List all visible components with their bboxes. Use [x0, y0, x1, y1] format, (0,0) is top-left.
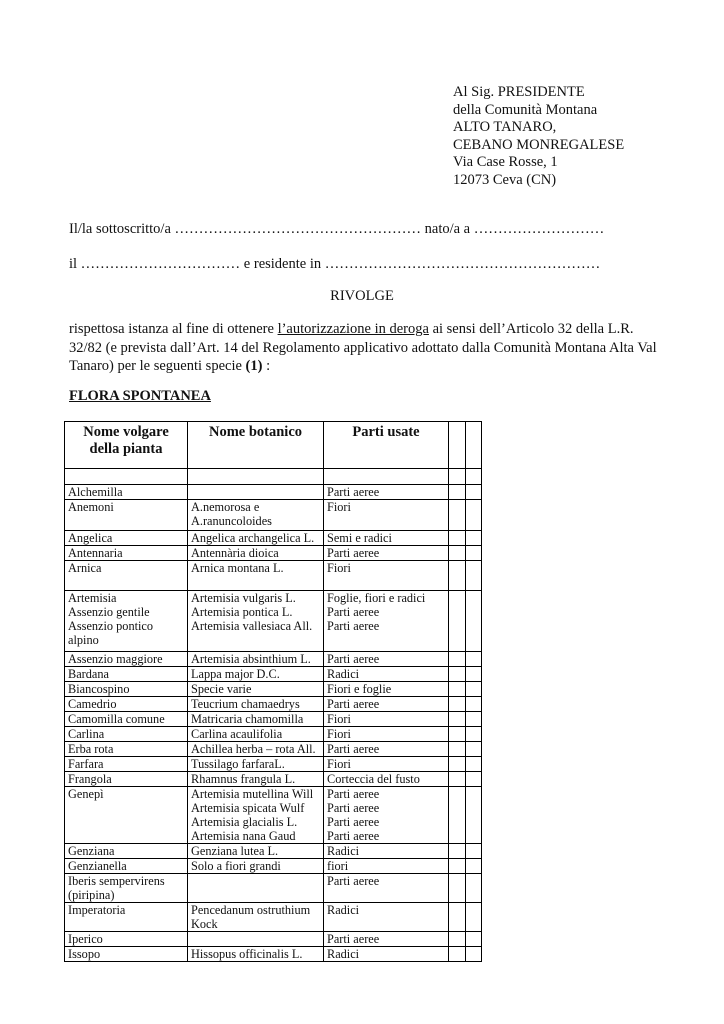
parti-usate-cell — [324, 932, 449, 947]
recipient-line: Via Case Rosse, 1 — [453, 154, 558, 171]
cell-text: Assenzio pontico alpino — [68, 619, 154, 647]
cell-text: Genzianella — [68, 859, 127, 873]
request-text-before: rispettosa istanza al fine di ottenere — [69, 321, 278, 337]
cell-text: Fiori — [327, 727, 351, 741]
cell-text: Fiori e foglie — [327, 682, 392, 696]
cell-text: Parti aeree — [327, 787, 380, 801]
nome-volgare-cell — [65, 591, 188, 652]
cell-text: Parti aeree — [327, 801, 380, 815]
nome-botanico-cell — [188, 712, 324, 727]
cell-text: Radici — [327, 667, 360, 681]
nome-volgare-cell — [65, 757, 188, 772]
empty-cell — [466, 531, 482, 546]
parti-usate-cell — [324, 844, 449, 859]
cell-text: Artemisia nana Gaud — [191, 829, 296, 843]
empty-cell — [466, 469, 482, 485]
nome-botanico-cell — [188, 947, 324, 962]
table-row — [65, 727, 482, 742]
parti-usate-cell — [324, 787, 449, 844]
cell-text: Fiori — [327, 500, 351, 514]
request-text-middle: ai sensi dell’Articolo 32 della L.R. 32/82 (e prevista dall’Art. 14 del Regolamento applicativo adottato dalla Comunità Montana Alta Val Tanaro) per le seguenti specie — [69, 321, 657, 374]
table-row — [65, 903, 482, 932]
parti-usate-cell — [324, 485, 449, 500]
cell-text: (piripina) — [68, 888, 115, 902]
recipient-line: 12073 Ceva (CN) — [453, 171, 557, 188]
table-row — [65, 859, 482, 874]
nome-botanico-cell — [188, 932, 324, 947]
empty-cell — [449, 697, 466, 712]
nome-volgare-cell — [65, 500, 188, 531]
nome-volgare-cell — [65, 742, 188, 757]
cell-text: Hissopus officinalis L. — [191, 947, 303, 961]
cell-text: Angelica archangelica L. — [191, 531, 315, 545]
empty-cell — [449, 485, 466, 500]
cell-text: Radici — [327, 903, 360, 917]
empty-cell — [466, 682, 482, 697]
empty-cell — [449, 546, 466, 561]
nome-volgare-cell — [65, 485, 188, 500]
cell-text: Artemisia spicata Wulf — [191, 801, 305, 815]
cell-text: Bardana — [68, 667, 109, 681]
nome-botanico-cell — [188, 859, 324, 874]
empty-cell — [466, 787, 482, 844]
cell-text: Teucrium chamaedrys — [191, 697, 300, 711]
cell-text: Antennària dioica — [191, 546, 279, 560]
nome-botanico-cell — [188, 727, 324, 742]
cell-text: Radici — [327, 844, 360, 858]
nome-volgare-cell — [65, 874, 188, 903]
empty-cell — [466, 500, 482, 531]
cell-text: Genepì — [68, 787, 104, 801]
cell-text: Genziana lutea L. — [191, 844, 279, 858]
cell-text: Semi e radici — [327, 531, 392, 545]
empty-cell — [466, 712, 482, 727]
nome-botanico-cell — [188, 546, 324, 561]
empty-cell — [449, 712, 466, 727]
empty-cell — [449, 531, 466, 546]
table-row — [65, 757, 482, 772]
cell-text: Lappa major D.C. — [191, 667, 280, 681]
empty-cell — [466, 697, 482, 712]
empty-cell — [466, 561, 482, 591]
cell-text: Parti aeree — [327, 652, 380, 666]
empty-cell — [449, 844, 466, 859]
table-row — [65, 742, 482, 757]
nome-volgare-cell — [65, 712, 188, 727]
nome-botanico-cell — [188, 844, 324, 859]
empty-cell — [188, 469, 324, 485]
empty-cell — [466, 727, 482, 742]
nome-volgare-cell — [65, 727, 188, 742]
nome-botanico-cell — [188, 652, 324, 667]
parti-usate-cell — [324, 591, 449, 652]
parti-usate-cell — [324, 772, 449, 787]
cell-text: Fiori — [327, 757, 351, 771]
empty-cell — [65, 469, 188, 485]
empty-cell — [466, 742, 482, 757]
cell-text: Camomilla comune — [68, 712, 165, 726]
recipient-line: CEBANO MONREGALESE — [453, 136, 625, 153]
cell-text: Parti aeree — [327, 932, 380, 946]
cell-text: Solo a fiori grandi — [191, 859, 281, 873]
recipient-line: Al Sig. PRESIDENTE — [453, 84, 585, 100]
table-row — [65, 531, 482, 546]
table-row — [65, 787, 482, 844]
nome-botanico-cell — [188, 531, 324, 546]
parti-usate-cell — [324, 500, 449, 531]
request-paragraph — [69, 320, 659, 376]
parti-usate-cell — [324, 874, 449, 903]
cell-text: Parti aeree — [327, 485, 380, 499]
cell-text: Fiori — [327, 561, 351, 575]
cell-text: Parti aeree — [327, 742, 380, 756]
nome-botanico-cell — [188, 682, 324, 697]
cell-text: Fiori — [327, 712, 351, 726]
empty-cell — [466, 903, 482, 932]
cell-text: Artemisia glacialis L. — [191, 815, 298, 829]
empty-cell — [449, 591, 466, 652]
recipient-line: ALTO TANARO, — [453, 119, 557, 136]
cell-text: Specie varie — [191, 682, 252, 696]
nome-botanico-cell — [188, 591, 324, 652]
empty-cell — [466, 772, 482, 787]
cell-text: A.ranuncoloides — [191, 514, 272, 528]
header-nome-volgare: Nome volgare della pianta — [65, 422, 188, 469]
request-text-underlined: l’autorizzazione in deroga — [277, 321, 429, 337]
empty-cell — [449, 903, 466, 932]
empty-cell — [449, 772, 466, 787]
nome-volgare-cell — [65, 546, 188, 561]
cell-text: Imperatoria — [68, 903, 126, 917]
empty-cell — [449, 682, 466, 697]
nome-volgare-cell — [65, 682, 188, 697]
nome-botanico-cell — [188, 742, 324, 757]
header-empty-cell — [449, 422, 466, 469]
cell-text: Artemisia mutellina Will — [191, 787, 314, 801]
empty-cell — [449, 874, 466, 903]
table-row — [65, 682, 482, 697]
parti-usate-cell — [324, 546, 449, 561]
empty-cell — [466, 874, 482, 903]
nome-volgare-cell — [65, 772, 188, 787]
parti-usate-cell — [324, 859, 449, 874]
empty-cell — [449, 561, 466, 591]
cell-text: Artemisia — [68, 591, 117, 605]
applicant-name-line[interactable]: Il/la sottoscritto/a …………………………………………… nato/a a ……………………… — [69, 221, 605, 237]
parti-usate-cell — [324, 531, 449, 546]
cell-text: Erba rota — [68, 742, 114, 756]
nome-volgare-cell — [65, 787, 188, 844]
empty-cell — [449, 932, 466, 947]
cell-text: Parti aeree — [327, 874, 380, 888]
nome-botanico-cell — [188, 787, 324, 844]
empty-cell — [449, 742, 466, 757]
request-text-after: : — [262, 358, 271, 374]
parti-usate-cell — [324, 727, 449, 742]
table-row — [65, 844, 482, 859]
table-row — [65, 591, 482, 652]
nome-botanico-cell — [188, 772, 324, 787]
cell-text: Iberis sempervirens — [68, 874, 165, 888]
table-row — [65, 772, 482, 787]
nome-botanico-cell — [188, 561, 324, 591]
table-row — [65, 546, 482, 561]
cell-text: Biancospino — [68, 682, 130, 696]
nome-volgare-cell — [65, 561, 188, 591]
nome-volgare-cell — [65, 652, 188, 667]
cell-text: Artemisia vallesiaca All. — [191, 619, 313, 633]
nome-volgare-cell — [65, 947, 188, 962]
table-spacer-row — [65, 469, 482, 485]
cell-text: Frangola — [68, 772, 112, 786]
empty-cell — [449, 652, 466, 667]
cell-text: Carlina — [68, 727, 105, 741]
parti-usate-cell — [324, 697, 449, 712]
cell-text: Camedrio — [68, 697, 117, 711]
empty-cell — [449, 947, 466, 962]
cell-text: Arnica — [68, 561, 102, 575]
table-row — [65, 652, 482, 667]
nome-volgare-cell — [65, 859, 188, 874]
empty-cell — [466, 844, 482, 859]
empty-cell — [466, 947, 482, 962]
nome-volgare-cell — [65, 531, 188, 546]
cell-text: Radici — [327, 947, 360, 961]
cell-text: Antennaria — [68, 546, 123, 560]
cell-text: Assenzio maggiore — [68, 652, 163, 666]
cell-text: Pencedanum ostruthium — [191, 903, 311, 917]
header-parti-usate: Parti usate — [324, 422, 449, 469]
cell-text: Assenzio gentile — [68, 605, 150, 619]
empty-cell — [466, 757, 482, 772]
table-row — [65, 500, 482, 531]
empty-cell — [449, 667, 466, 682]
cell-text: Achillea herba – rota All. — [191, 742, 316, 756]
empty-cell — [449, 787, 466, 844]
cell-text: Issopo — [68, 947, 101, 961]
parti-usate-cell — [324, 742, 449, 757]
cell-text: Parti aeree — [327, 815, 380, 829]
table-row — [65, 712, 482, 727]
cell-text: Rhamnus frangula L. — [191, 772, 296, 786]
empty-cell — [449, 469, 466, 485]
table-row — [65, 932, 482, 947]
cell-text: Corteccia del fusto — [327, 772, 420, 786]
cell-text: Alchemilla — [68, 485, 123, 499]
parti-usate-cell — [324, 903, 449, 932]
nome-volgare-cell — [65, 697, 188, 712]
table-row — [65, 667, 482, 682]
applicant-residence-line[interactable]: il …………………………… e residente in ………………………………………………… — [69, 256, 601, 272]
nome-botanico-cell — [188, 500, 324, 531]
header-nome-botanico: Nome botanico — [188, 422, 324, 469]
nome-botanico-cell — [188, 874, 324, 903]
empty-cell — [324, 469, 449, 485]
recipient-line: della Comunità Montana — [453, 101, 598, 118]
cell-text: Artemisia absinthium L. — [191, 652, 311, 666]
flora-table — [64, 421, 482, 962]
empty-cell — [466, 546, 482, 561]
empty-cell — [466, 652, 482, 667]
cell-text: Kock — [191, 917, 218, 931]
empty-cell — [466, 932, 482, 947]
table-row — [65, 697, 482, 712]
table-header-row — [65, 422, 482, 469]
parti-usate-cell — [324, 652, 449, 667]
cell-text: A.nemorosa e — [191, 500, 260, 514]
cell-text: Parti aeree — [327, 619, 380, 633]
nome-botanico-cell — [188, 485, 324, 500]
parti-usate-cell — [324, 561, 449, 591]
nome-volgare-cell — [65, 667, 188, 682]
empty-cell — [449, 500, 466, 531]
nome-volgare-cell — [65, 903, 188, 932]
recipient-address — [453, 84, 624, 190]
parti-usate-cell — [324, 712, 449, 727]
empty-cell — [466, 667, 482, 682]
empty-cell — [466, 591, 482, 652]
cell-text: Farfara — [68, 757, 104, 771]
cell-text: Tussilago farfaraL. — [191, 757, 285, 771]
cell-text: Carlina acaulifolia — [191, 727, 283, 741]
header-empty-cell — [466, 422, 482, 469]
cell-text: Iperico — [68, 932, 103, 946]
nome-volgare-cell — [65, 844, 188, 859]
empty-cell — [449, 727, 466, 742]
cell-text: Angelica — [68, 531, 113, 545]
nome-botanico-cell — [188, 667, 324, 682]
cell-text: Parti aeree — [327, 697, 380, 711]
table-row — [65, 947, 482, 962]
empty-cell — [449, 757, 466, 772]
empty-cell — [466, 859, 482, 874]
cell-text: fiori — [327, 859, 349, 873]
parti-usate-cell — [324, 667, 449, 682]
cell-text: Artemisia vulgaris L. — [191, 591, 296, 605]
nome-botanico-cell — [188, 757, 324, 772]
cell-text: Parti aeree — [327, 546, 380, 560]
parti-usate-cell — [324, 682, 449, 697]
cell-text: Parti aeree — [327, 829, 380, 843]
cell-text: Parti aeree — [327, 605, 380, 619]
rivolge-heading: RIVOLGE — [330, 288, 394, 304]
table-row — [65, 561, 482, 591]
cell-text: Matricaria chamomilla — [191, 712, 304, 726]
nome-volgare-cell — [65, 932, 188, 947]
cell-text: Anemoni — [68, 500, 114, 514]
cell-text: Artemisia pontica L. — [191, 605, 293, 619]
nome-botanico-cell — [188, 697, 324, 712]
footnote-ref: (1) — [245, 358, 263, 374]
nome-botanico-cell — [188, 903, 324, 932]
parti-usate-cell — [324, 757, 449, 772]
empty-cell — [466, 485, 482, 500]
section-title: FLORA SPONTANEA — [69, 388, 211, 404]
empty-cell — [449, 859, 466, 874]
cell-text: Arnica montana L. — [191, 561, 284, 575]
parti-usate-cell — [324, 947, 449, 962]
table-row — [65, 874, 482, 903]
cell-text: Foglie, fiori e radici — [327, 591, 426, 605]
cell-text: Genziana — [68, 844, 115, 858]
table-row — [65, 485, 482, 500]
